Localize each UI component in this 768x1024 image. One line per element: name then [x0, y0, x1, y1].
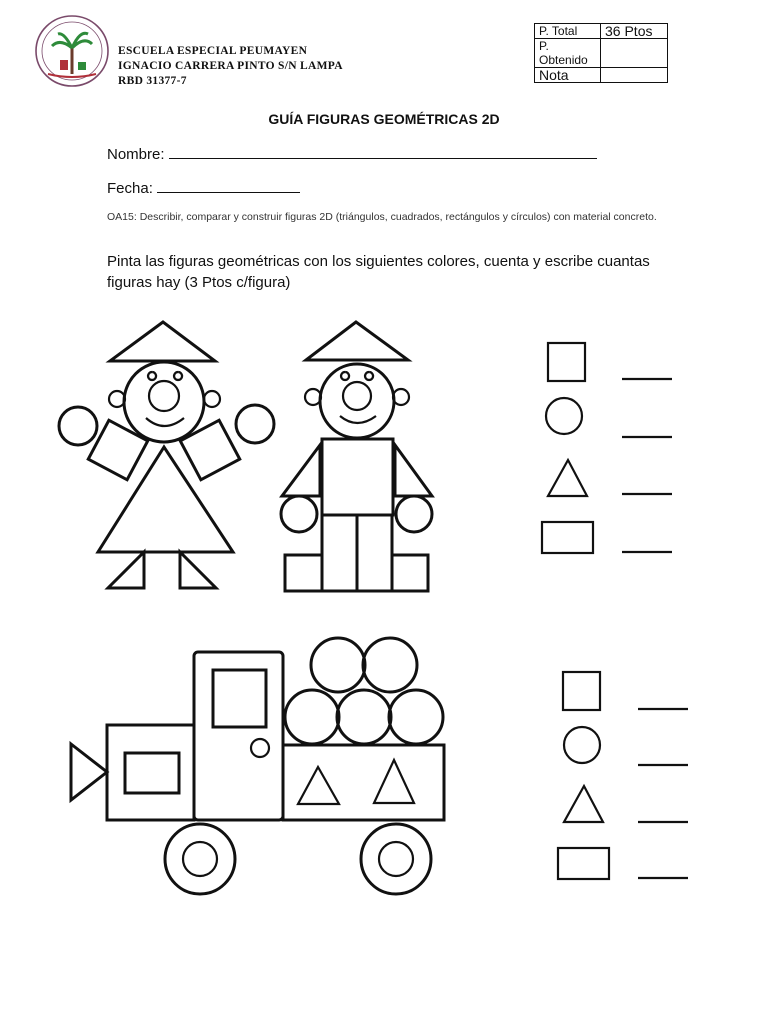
truck-rear-wheel-circle	[361, 824, 431, 894]
truck-front-triangle	[71, 744, 107, 800]
triangle-icon	[548, 460, 587, 496]
boy-body-square	[322, 439, 393, 515]
shape-legend-2	[558, 672, 688, 879]
boy-smile	[340, 416, 376, 423]
shape-legend-1	[542, 343, 672, 553]
truck-hood-rectangle	[107, 725, 194, 820]
obtained-points-label: P. Obtenido	[535, 39, 601, 68]
circle-icon	[564, 727, 600, 763]
girl-figure	[59, 322, 274, 588]
girl-head-circle	[124, 362, 204, 442]
girl-smile	[146, 418, 184, 426]
truck-window-square	[213, 670, 266, 727]
square-icon	[563, 672, 600, 710]
girl-right-hand-circle	[236, 405, 274, 443]
truck-rear-hub-circle	[379, 842, 413, 876]
girl-right-ear-circle	[204, 391, 220, 407]
boy-left-arm-triangle	[282, 445, 320, 496]
truck-front-hub-circle	[183, 842, 217, 876]
page-title: GUÍA FIGURAS GEOMÉTRICAS 2D	[268, 111, 500, 127]
truck-cargo-triangle	[374, 760, 414, 803]
objective-text: Describir, comparar y construir figuras 2D (triángulos, cuadrados, rectángulos y círculos) con material concreto.	[139, 211, 657, 223]
date-label: Fecha:	[107, 180, 153, 197]
school-address: IGNACIO CARRERA PINTO S/N LAMPA	[118, 60, 343, 72]
girl-left-hand-circle	[59, 407, 97, 445]
boy-left-leg-rectangle	[322, 515, 357, 591]
boy-right-ear-circle	[393, 389, 409, 405]
boy-head-circle	[320, 364, 394, 438]
school-name: ESCUELA ESPECIAL PEUMAYEN	[118, 45, 308, 57]
boy-nose-circle	[343, 382, 371, 410]
boy-left-foot-rectangle	[285, 555, 322, 591]
school-rbd: RBD 31377-7	[118, 75, 187, 87]
boy-right-hand-circle	[396, 496, 432, 532]
truck-cargo-circle	[285, 690, 339, 744]
boy-left-ear-circle	[305, 389, 321, 405]
objective-code: OA15:	[107, 211, 137, 223]
boy-right-arm-triangle	[395, 445, 432, 496]
boy-right-foot-rectangle	[392, 555, 428, 591]
total-points-label: P. Total	[535, 24, 601, 39]
circle-icon	[546, 398, 582, 434]
truck-cab-rectangle	[194, 652, 283, 820]
name-label: Nombre:	[107, 146, 165, 163]
girl-nose-circle	[149, 381, 179, 411]
rectangle-icon	[558, 848, 609, 879]
boy-hat-triangle	[306, 322, 408, 360]
truck-cargo-circle	[337, 690, 391, 744]
boy-left-hand-circle	[281, 496, 317, 532]
instruction-text: Pinta las figuras geométricas con los siguientes colores, cuenta y escribe cuantas figuras hay (3 Ptos c/figura)	[107, 253, 650, 291]
square-icon	[548, 343, 585, 381]
boy-eyes	[341, 372, 373, 380]
boy-figure	[281, 322, 432, 591]
rectangle-icon	[542, 522, 593, 553]
truck-cargo-rectangle	[283, 745, 444, 820]
grade-label: Nota	[535, 68, 601, 83]
girl-body-triangle	[98, 447, 233, 552]
girl-eyes	[148, 372, 182, 380]
truck-figure	[71, 638, 444, 894]
girl-right-arm-square	[180, 420, 240, 480]
truck-headlight-rectangle	[125, 753, 179, 793]
truck-cargo-circle	[363, 638, 417, 692]
total-points-value: 36 Ptos	[601, 24, 668, 39]
girl-left-ear-circle	[109, 391, 125, 407]
truck-cargo-circle	[389, 690, 443, 744]
truck-cargo-triangle	[298, 767, 339, 804]
girl-left-foot-triangle	[108, 552, 144, 588]
truck-handle-circle	[251, 739, 269, 757]
girl-hat-triangle	[110, 322, 215, 361]
girl-right-foot-triangle	[180, 552, 216, 588]
truck-cargo-circle	[311, 638, 365, 692]
boy-right-leg-rectangle	[357, 515, 392, 591]
truck-front-wheel-circle	[165, 824, 235, 894]
triangle-icon	[564, 786, 603, 822]
